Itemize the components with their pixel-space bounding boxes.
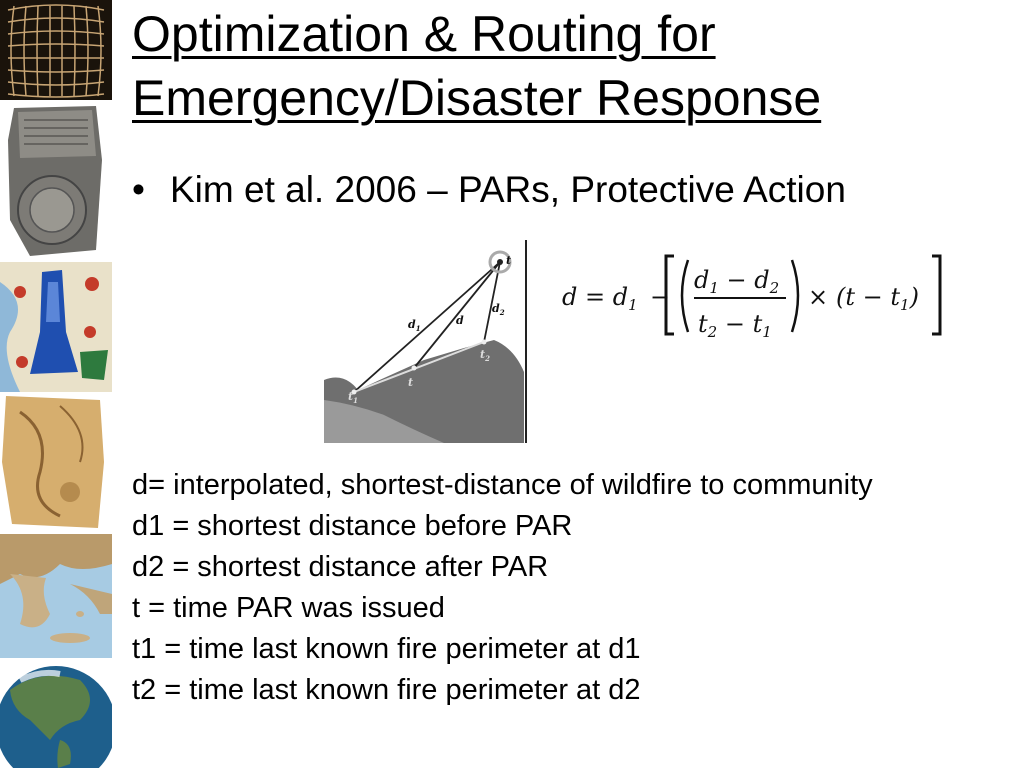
definition-d1: d1 = shortest distance before PAR bbox=[132, 510, 573, 542]
bullet-text: Kim et al. 2006 – PARs, Protective Action bbox=[170, 169, 846, 210]
formula-numerator: $d_1 - d_2$ bbox=[694, 266, 780, 297]
grid-map-thumbnail bbox=[0, 0, 112, 100]
d-label: d bbox=[456, 314, 464, 327]
t-mid-label: t bbox=[408, 376, 414, 389]
interpolation-formula bbox=[560, 250, 950, 340]
clay-tablet-map-thumbnail bbox=[0, 100, 112, 260]
fire-distance-diagram bbox=[324, 240, 530, 443]
illustrated-map-thumbnail bbox=[0, 262, 112, 392]
t2-point bbox=[482, 340, 487, 345]
formula-times: × bbox=[808, 283, 829, 311]
greece-relief-map-thumbnail bbox=[0, 534, 112, 658]
definition-d: d= interpolated, shortest-distance of wildfire to community bbox=[132, 469, 873, 501]
d1-label: $d_1$ bbox=[408, 318, 421, 333]
t-label: t bbox=[506, 254, 512, 267]
formula-denominator: $t_2 - t_1$ bbox=[698, 310, 772, 340]
definition-d2: d2 = shortest distance after PAR bbox=[132, 551, 549, 583]
definition-t1: t1 = time last known fire perimeter at d1 bbox=[132, 633, 641, 665]
left-paren bbox=[682, 260, 688, 332]
map-thumbnail-strip bbox=[0, 0, 112, 768]
definition-t: t = time PAR was issued bbox=[132, 592, 445, 624]
right-bracket bbox=[932, 256, 940, 334]
d2-label: $d_2$ bbox=[492, 302, 505, 317]
title-line-2: Emergency/Disaster Response bbox=[132, 70, 822, 126]
parchment-map-thumbnail bbox=[0, 392, 112, 532]
title-line-1: Optimization & Routing for bbox=[132, 6, 716, 62]
globe-americas-thumbnail bbox=[0, 660, 112, 768]
formula-minus: − bbox=[650, 283, 671, 311]
bullet-symbol: • bbox=[132, 169, 145, 210]
t2-label: $t_2$ bbox=[480, 348, 490, 363]
slide-title bbox=[132, 2, 1012, 130]
variable-definitions bbox=[132, 465, 1012, 711]
formula-lhs: $d = d_1$ bbox=[562, 283, 638, 314]
definition-t2: t2 = time last known fire perimeter at d2 bbox=[132, 674, 641, 706]
t1-label: $t_1$ bbox=[348, 390, 358, 405]
right-paren bbox=[792, 260, 798, 332]
formula-parenthesis: $(t - t_1)$ bbox=[836, 283, 919, 314]
community-point bbox=[497, 259, 503, 265]
t-point bbox=[412, 366, 417, 371]
